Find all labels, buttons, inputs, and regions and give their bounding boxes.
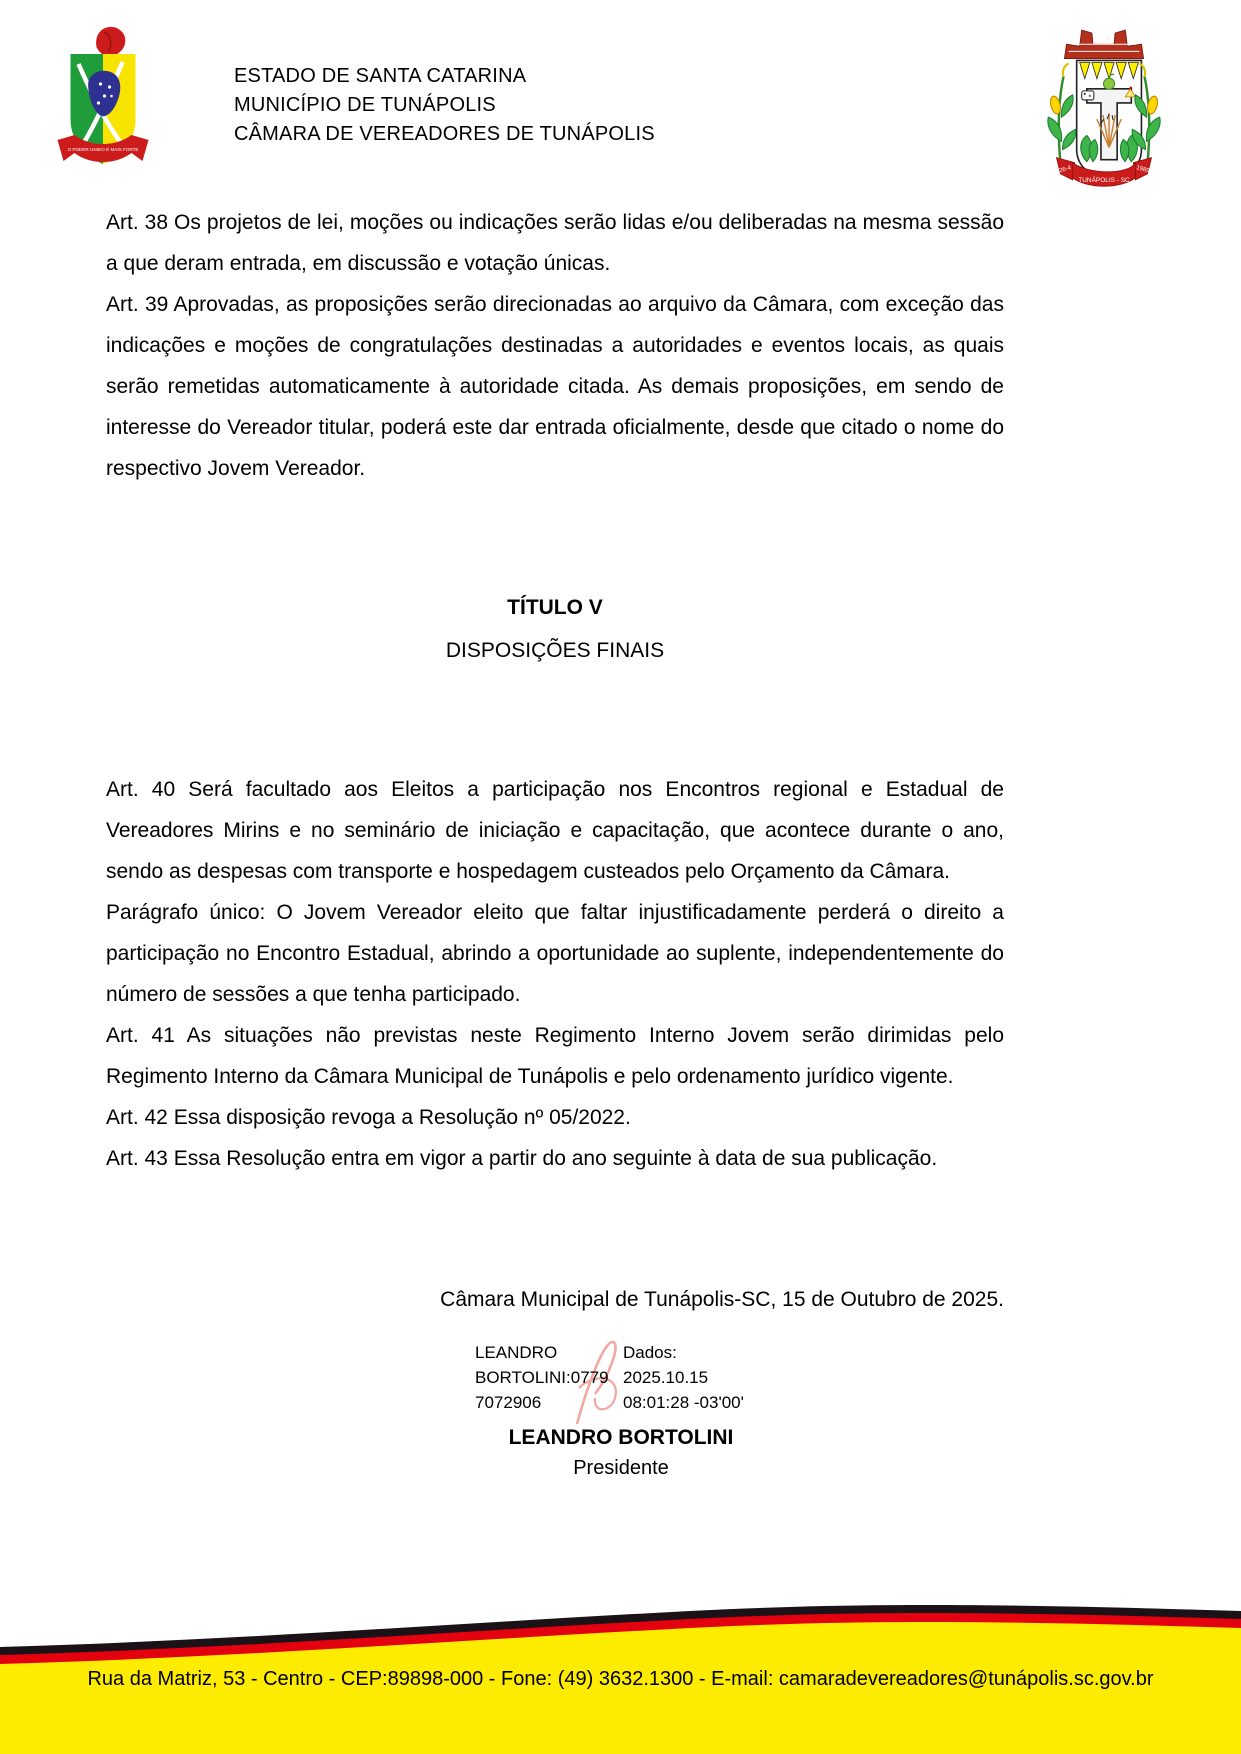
signature-block [475, 1340, 767, 1483]
article-40: Art. 40 Será facultado aos Eleitos a participação nos Encontros regional e Estadual de Vereadores Mirins e no seminário de iniciação e capacitação, que acontece durante o ano, sendo as despesas com transporte e hospedagem custeados pelo Orçamento da Câmara. [106, 778, 1004, 883]
title-block [106, 587, 1004, 673]
sole-paragraph: Parágrafo único: O Jovem Vereador eleito que faltar injustificadamente perderá o direito a participação no Encontro Estadual, abrindo a oportunidade ao suplente, independentemente do número de sessões a que tenha participado. [106, 901, 1004, 1006]
certificate-subject-line: 7072906 [475, 1393, 542, 1412]
certificate-subject [475, 1340, 623, 1415]
page-footer [0, 1560, 1241, 1754]
municipal-crest-date-right: 1989 [1135, 165, 1151, 175]
footer-wave-graphic [0, 1560, 1241, 1754]
header-line-state: ESTADO DE SANTA CATARINA [234, 65, 527, 87]
document-body [106, 202, 1004, 1320]
article-38: Art. 38 Os projetos de lei, moções ou indicações serão lidas e/ou deliberadas na mesma sessão a que deram entrada, em discussão e votação únicas. [106, 211, 1004, 275]
header-line-municipality: MUNICÍPIO DE TUNÁPOLIS [234, 94, 496, 116]
certificate-data-line: Dados: [623, 1343, 677, 1362]
title-v-heading: TÍTULO V [507, 596, 603, 619]
municipal-crest-date-left: 26-4 [1058, 165, 1072, 175]
certificate-data-line: 2025.10.15 [623, 1368, 709, 1387]
article-41: Art. 41 As situações não previstas neste Regimento Interno Jovem serão dirimidas pelo Regimento Interno da Câmara Municipal de Tunápolis e pelo ordenamento jurídico vigente. [106, 1024, 1004, 1088]
municipal-crest-name: TUNÁPOLIS - SC [1078, 176, 1130, 184]
article-39: Art. 39 Aprovadas, as proposições serão direcionadas ao arquivo da Câmara, com exceção das indicações e moções de congratulações destinadas a autoridades e eventos locais, as quais serão remetidas automaticamente à autoridade citada. As demais proposições, em sendo de interesse do Vereador titular, poderá este dar entrada oficialmente, desde que citado o nome do respectivo Jovem Vereador. [106, 293, 1004, 480]
certificate-data [623, 1340, 744, 1415]
state-coat-of-arms-svg [50, 24, 156, 174]
dateline: Câmara Municipal de Tunápolis-SC, 15 de Outubro de 2025. [440, 1288, 1004, 1311]
municipal-coat-of-arms-icon [1028, 20, 1180, 190]
header-org-block [234, 62, 655, 149]
certificate-subject-line: LEANDRO [475, 1343, 558, 1362]
footer-address: Rua da Matriz, 53 - Centro - CEP:89898-000 - Fone: (49) 3632.1300 - E-mail: camaradevereadores@tunápolis.sc.gov.br [87, 1668, 1154, 1690]
certificate-data-line: 08:01:28 -03'00' [623, 1393, 744, 1412]
municipal-coat-of-arms-svg [1028, 20, 1180, 190]
final-provisions-heading: DISPOSIÇÕES FINAIS [445, 639, 665, 662]
state-crest-motto: O PODER UNIDO É MAIS FORTE [67, 147, 139, 152]
article-43: Art. 43 Essa Resolução entra em vigor a partir do ano seguinte à data de sua publicação. [106, 1147, 938, 1170]
certificate-subject-line: BORTOLINI:0779 [475, 1368, 609, 1387]
signer-name: LEANDRO BORTOLINI [508, 1426, 734, 1449]
final-articles-block [106, 769, 1004, 1179]
signer-role: Presidente [573, 1457, 669, 1479]
article-42: Art. 42 Essa disposição revoga a Resolução nº 05/2022. [106, 1106, 631, 1129]
header-line-chamber: CÂMARA DE VEREADORES DE TUNÁPOLIS [234, 123, 655, 145]
digital-certificate [475, 1340, 767, 1415]
state-coat-of-arms-icon [50, 24, 156, 174]
